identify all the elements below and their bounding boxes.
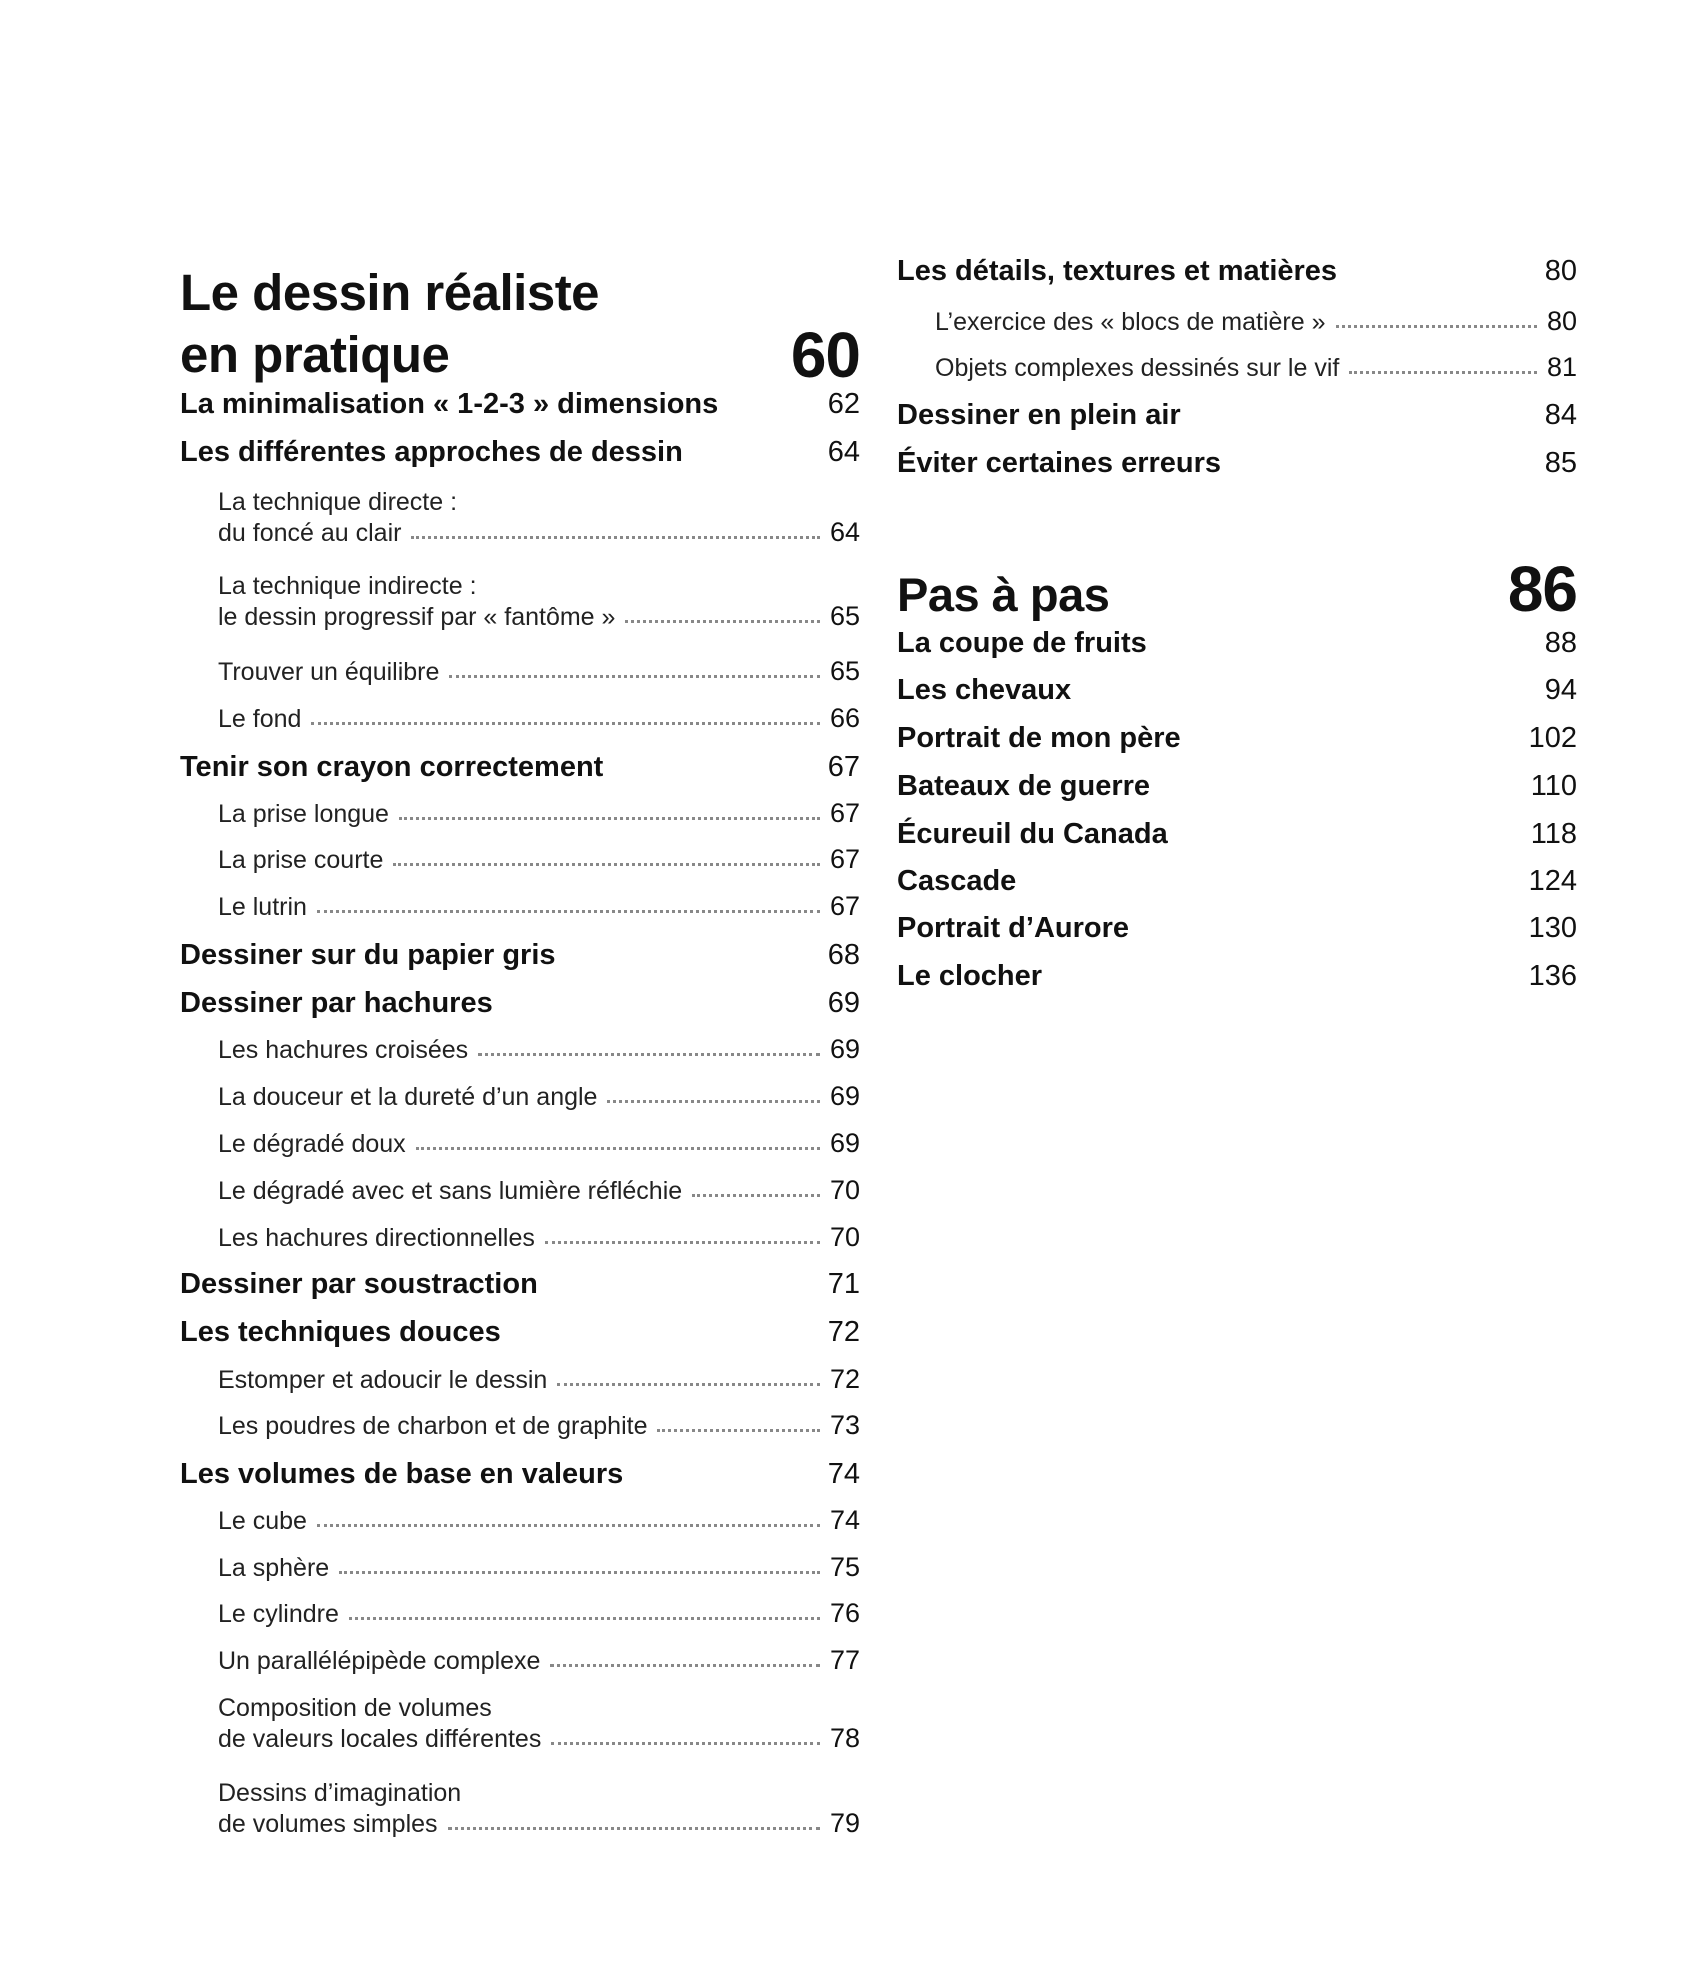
- toc-subentry-label-line1: La technique directe :: [218, 488, 458, 516]
- toc-section: [897, 627, 1577, 660]
- toc-page-number: 71: [827, 1268, 860, 1300]
- toc-section: [897, 960, 1577, 993]
- toc-subentry: [180, 703, 860, 734]
- toc-section: [897, 912, 1577, 945]
- toc-subentry: [897, 352, 1577, 383]
- toc-section: [180, 388, 860, 421]
- dot-leader: [557, 1377, 820, 1386]
- dot-leader: [411, 530, 820, 539]
- toc-subentry-label: Objets complexes dessinés sur le vif: [935, 354, 1340, 382]
- toc-subentry: [180, 891, 860, 922]
- toc-page-number: 73: [829, 1410, 860, 1440]
- toc-page-number: 74: [827, 1458, 860, 1490]
- toc-chapter: [897, 552, 1577, 626]
- toc-subentry-label: Le fond: [218, 705, 302, 733]
- toc-page-number: 69: [829, 1128, 860, 1158]
- toc-page-number: 67: [829, 891, 860, 921]
- toc-subentry: [180, 1645, 860, 1676]
- toc-page-number: 130: [1528, 912, 1577, 944]
- toc-section-label: Portrait de mon père: [897, 722, 1181, 754]
- toc-section-label: Cascade: [897, 865, 1017, 897]
- toc-subentry-label: Les poudres de charbon et de graphite: [218, 1412, 648, 1440]
- toc-page-number: 64: [827, 436, 860, 468]
- dot-leader: [317, 904, 820, 913]
- toc-page-number: 65: [829, 656, 860, 686]
- toc-subentry: [180, 1222, 860, 1253]
- toc-section-label: La coupe de fruits: [897, 627, 1147, 659]
- toc-page-number: 69: [829, 1081, 860, 1111]
- dot-leader: [349, 1611, 820, 1620]
- toc-page-number: 72: [829, 1364, 860, 1394]
- toc-section-label: Dessiner par hachures: [180, 987, 493, 1019]
- toc-section: [180, 1316, 860, 1349]
- toc-subentry: [180, 1081, 860, 1112]
- toc-subentry-label: Le cube: [218, 1507, 307, 1535]
- dot-leader: [478, 1047, 820, 1056]
- dot-leader: [545, 1235, 820, 1244]
- dot-leader: [551, 1736, 820, 1745]
- chapter-title: [180, 262, 860, 391]
- toc-subentry-label: Le dégradé doux: [218, 1130, 406, 1158]
- chapter-title-line2: en pratique: [180, 326, 450, 383]
- toc-page-number: 124: [1528, 865, 1577, 897]
- toc-page-number: 136: [1528, 960, 1577, 992]
- toc-subentry-label: le dessin progressif par « fantôme »: [218, 603, 616, 631]
- toc-subentry-label: La prise longue: [218, 800, 389, 828]
- dot-leader: [393, 857, 820, 866]
- toc-section-label: La minimalisation « 1-2-3 » dimensions: [180, 388, 719, 420]
- toc-page-number: 118: [1530, 818, 1577, 850]
- dot-leader: [399, 811, 820, 820]
- toc-section: [897, 399, 1577, 432]
- dot-leader: [657, 1423, 819, 1432]
- toc-section-label: Le clocher: [897, 960, 1043, 992]
- toc-section-label: Dessiner par soustraction: [180, 1268, 538, 1300]
- toc-section-label: Les volumes de base en valeurs: [180, 1458, 624, 1490]
- toc-section-label: Tenir son crayon correctement: [180, 751, 604, 783]
- toc-page-number: 66: [829, 703, 860, 733]
- toc-section: [180, 987, 860, 1020]
- toc-page-number: 78: [829, 1723, 860, 1753]
- toc-subentry: [180, 1034, 860, 1065]
- toc-subentry: [180, 1694, 860, 1754]
- toc-subentry-label-line1: Composition de volumes: [218, 1694, 492, 1722]
- toc-section: [180, 939, 860, 972]
- toc-subentry-label: Les hachures croisées: [218, 1036, 469, 1064]
- chapter-page-number: 60: [790, 319, 860, 391]
- toc-page-number: 102: [1528, 722, 1577, 754]
- dot-leader: [1349, 365, 1537, 374]
- toc-subentry: [897, 306, 1577, 337]
- toc-subentry-label: La prise courte: [218, 846, 384, 874]
- toc-page-number: 79: [829, 1808, 860, 1838]
- chapter-title: Pas à pas: [897, 568, 1110, 621]
- toc-subentry-label: Trouver un équilibre: [218, 658, 440, 686]
- toc-subentry: [180, 1128, 860, 1159]
- toc-subentry-label: Un parallélépipède complexe: [218, 1647, 541, 1675]
- toc-subentry: [180, 1505, 860, 1536]
- toc-page-number: 70: [829, 1222, 860, 1252]
- toc-section: [897, 447, 1577, 480]
- toc-subentry-label: Les hachures directionnelles: [218, 1224, 535, 1252]
- dot-leader: [339, 1565, 820, 1574]
- toc-page-number: 72: [827, 1316, 860, 1348]
- toc-page-number: 85: [1544, 447, 1577, 479]
- dot-leader: [311, 716, 820, 725]
- toc-page-number: 80: [1544, 255, 1577, 287]
- toc-subentry: [180, 844, 860, 875]
- toc-page-number: 64: [829, 517, 860, 547]
- toc-page-number: 84: [1544, 399, 1577, 431]
- toc-subentry-label-line1: Dessins d’imagination: [218, 1779, 462, 1807]
- toc-section-label: Les techniques douces: [180, 1316, 501, 1348]
- toc-subentry: [180, 1364, 860, 1395]
- dot-leader: [607, 1094, 819, 1103]
- toc-page-number: 65: [829, 601, 860, 631]
- toc-page-number: 67: [827, 751, 860, 783]
- toc-section-label: Les chevaux: [897, 674, 1072, 706]
- dot-leader: [1336, 319, 1537, 328]
- toc-section: [180, 1268, 860, 1301]
- toc-subentry: [180, 1779, 860, 1839]
- toc-subentry-label: La douceur et la dureté d’un angle: [218, 1083, 598, 1111]
- toc-subentry: [180, 488, 860, 548]
- toc-page-number: 70: [829, 1175, 860, 1205]
- toc-subentry-label: Le cylindre: [218, 1600, 339, 1628]
- toc-page-number: 80: [1546, 306, 1577, 336]
- toc-page-number: 77: [829, 1645, 860, 1675]
- toc-subentry-label: La sphère: [218, 1554, 330, 1582]
- toc-section: [897, 722, 1577, 755]
- toc-page-number: 81: [1546, 352, 1577, 382]
- toc-subentry-label: du foncé au clair: [218, 519, 402, 547]
- toc-section-label: Portrait d’Aurore: [897, 912, 1130, 944]
- dot-leader: [448, 1821, 820, 1830]
- dot-leader: [416, 1141, 820, 1150]
- toc-page-number: 68: [827, 939, 860, 971]
- toc-section-label: Écureuil du Canada: [897, 818, 1168, 850]
- toc-subentry-label: L’exercice des « blocs de matière »: [935, 308, 1326, 336]
- dot-leader: [317, 1518, 820, 1527]
- toc-subentry-label: de valeurs locales différentes: [218, 1725, 542, 1753]
- chapter-title-line1: Le dessin réaliste: [180, 264, 600, 321]
- toc-page-number: 110: [1530, 770, 1577, 802]
- dot-leader: [625, 614, 820, 623]
- toc-subentry-label: Le lutrin: [218, 893, 307, 921]
- toc-section-label: Bateaux de guerre: [897, 770, 1151, 802]
- toc-section-label: Éviter certaines erreurs: [897, 447, 1222, 479]
- toc-page-number: 76: [829, 1598, 860, 1628]
- toc-page-number: 69: [827, 987, 860, 1019]
- toc-section: [180, 1458, 860, 1491]
- toc-subentry: [180, 1552, 860, 1583]
- toc-page-number: 62: [827, 388, 860, 420]
- toc-section-label: Dessiner sur du papier gris: [180, 939, 556, 971]
- toc-section: [897, 255, 1577, 288]
- toc-subentry-label: Estomper et adoucir le dessin: [218, 1366, 548, 1394]
- toc-section: [897, 865, 1577, 898]
- toc-subentry: [180, 572, 860, 632]
- toc-subentry: [180, 1175, 860, 1206]
- toc-section-label: Les détails, textures et matières: [897, 255, 1338, 287]
- toc-page-number: 75: [829, 1552, 860, 1582]
- toc-section: [180, 436, 860, 469]
- toc-page-number: 69: [829, 1034, 860, 1064]
- toc-page-number: 67: [829, 798, 860, 828]
- toc-section: [180, 751, 860, 784]
- chapter-page-number: 86: [1507, 553, 1577, 625]
- toc-subentry: [180, 1410, 860, 1441]
- toc-subentry: [180, 798, 860, 829]
- toc-section: [897, 770, 1577, 803]
- toc-section: [897, 818, 1577, 851]
- toc-subentry-label: Le dégradé avec et sans lumière réfléchie: [218, 1177, 683, 1205]
- toc-page-number: 94: [1544, 674, 1577, 706]
- toc-subentry-label-line1: La technique indirecte :: [218, 572, 477, 600]
- toc-subentry-label: de volumes simples: [218, 1810, 438, 1838]
- toc-page-number: 67: [829, 844, 860, 874]
- toc-section-label: Les différentes approches de dessin: [180, 436, 683, 468]
- toc-subentry: [180, 656, 860, 687]
- dot-leader: [449, 669, 820, 678]
- toc-page-number: 74: [829, 1505, 860, 1535]
- dot-leader: [692, 1188, 820, 1197]
- toc-section-label: Dessiner en plein air: [897, 399, 1181, 431]
- dot-leader: [550, 1658, 820, 1667]
- toc-subentry: [180, 1598, 860, 1629]
- toc-section: [897, 674, 1577, 707]
- toc-page-number: 88: [1544, 627, 1577, 659]
